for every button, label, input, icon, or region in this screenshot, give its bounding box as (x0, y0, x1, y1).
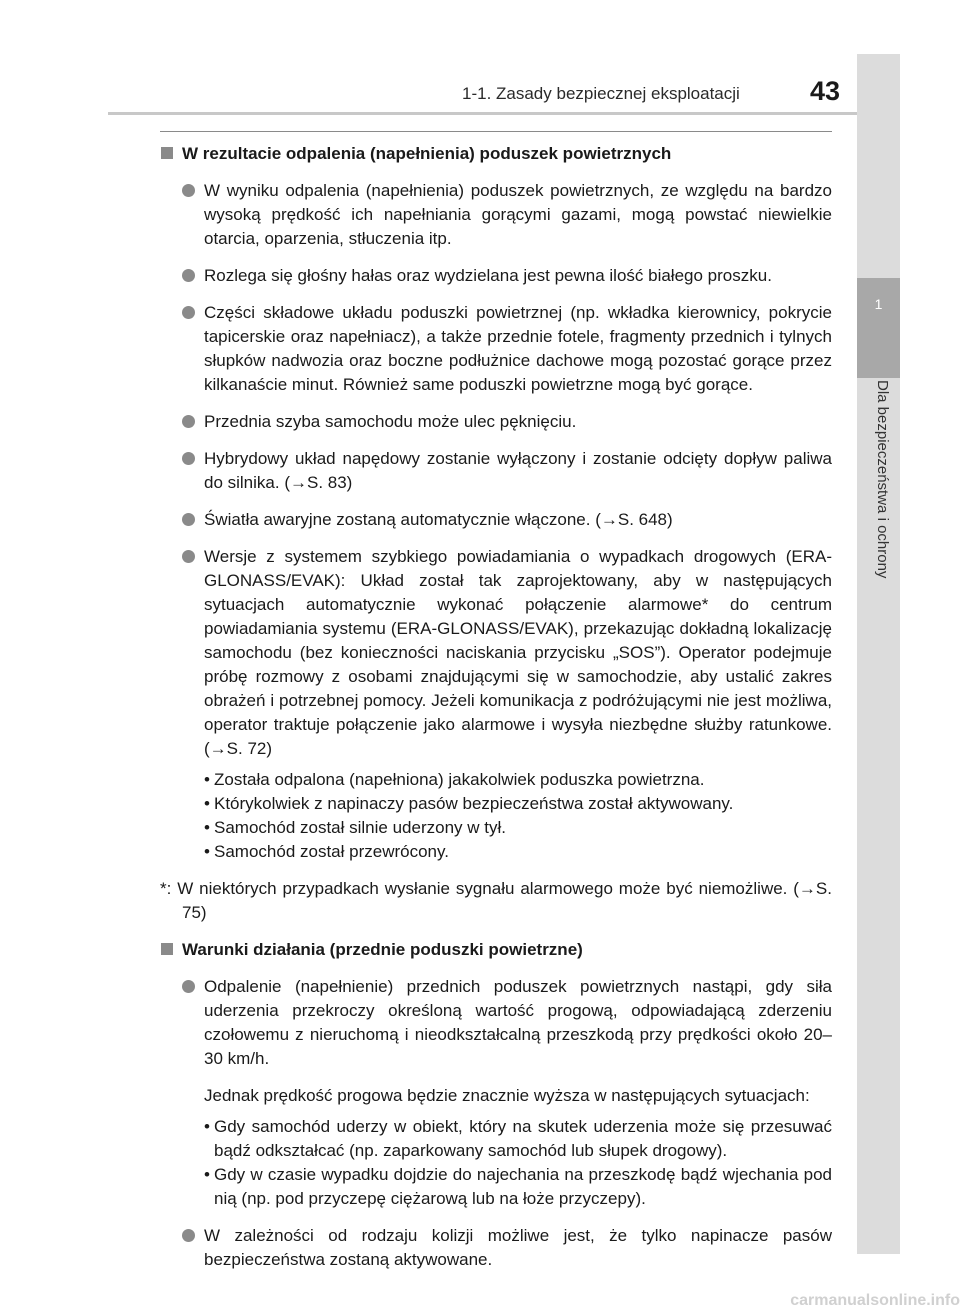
bullet-item: Odpalenie (napełnienie) przednich poduszek powietrznych nastąpi, gdy siła uderzenia przekroczy określoną wartość progową, odpowiadającą zderzeniu czołowemu z nieruchomą i nieodkształcalną przeszkodą przy prędkości około 20–30 km/h. (160, 975, 832, 1071)
side-tab-active (857, 278, 900, 378)
sub-list-item: • Samochód został silnie uderzony w tył. (204, 816, 832, 840)
sub-list-item: • Samochód został przewrócony. (204, 840, 832, 864)
header-rule (108, 112, 900, 115)
page-content (160, 142, 832, 1285)
sub-list-item: • Gdy samochód uderzy w obiekt, który na skutek uderzenia może się przesuwać bądź odkształcać (np. zaparkowany samochód lub słupek drogowy). (204, 1115, 832, 1163)
sub-list (204, 768, 832, 864)
bullet-item: Rozlega się głośny hałas oraz wydzielana jest pewna ilość białego proszku. (160, 264, 832, 288)
running-header: 1-1. Zasady bezpiecznej eksploatacji (462, 84, 740, 103)
side-index-bar (857, 54, 900, 1254)
bullet-item: W wyniku odpalenia (napełnienia) poduszek powietrznych, ze względu na bardzo wysoką prędkość ich napełniania gorącymi gazami, mogą powstać niewielkie otarcia, oparzenia, stłuczenia itp. (160, 179, 832, 251)
footnote: *: W niektórych przypadkach wysłanie sygnału alarmowego może być niemożliwe. (→S. 75) (160, 879, 832, 922)
page-number: 43 (809, 76, 840, 106)
section-heading: W rezultacie odpalenia (napełnienia) poduszek powietrznych (160, 142, 832, 166)
sub-list-item: • Została odpalona (napełniona) jakakolwiek poduszka powietrzna. (204, 768, 832, 792)
paragraph: Jednak prędkość progowa będzie znacznie wyższa w następujących sytuacjach: (204, 1086, 810, 1105)
bullet-item: Wersje z systemem szybkiego powiadamiania o wypadkach drogowych (ERA-GLONASS/EVAK): Układ został tak zaprojektowany, aby w następujących sytuacjach automatycznie wykonać połączenie alarmowe* do centrum powiadamiania systemu (ERA-GLONASS/EVAK), przekazując dokładną lokalizację samochodu (bez konieczności naciskania przycisku „SOS”). Operator podejmuje próbę rozmowy z osobami znajdującymi się w samochodzie, aby ustalić zakres obrażeń i potrzebnej pomocy. Jeżeli komunikacja z podróżującymi nie jest możliwa, operator traktuje połączenie jako alarmowe i wysyła niezbędne służby ratunkowe. (→S. 72) (160, 545, 832, 761)
bullet-item: Hybrydowy układ napędowy zostanie wyłączony i zostanie odcięty dopływ paliwa do silnika. (→S. 83) (160, 447, 832, 495)
side-tab-number: 1 (874, 296, 883, 312)
section-heading: Warunki działania (przednie poduszki powietrzne) (160, 938, 832, 962)
watermark: carmanualsonline.info (790, 1292, 960, 1309)
bullet-item: Przednia szyba samochodu może ulec pęknięciu. (160, 410, 832, 434)
bullet-item: Światła awaryjne zostaną automatycznie włączone. (→S. 648) (160, 508, 832, 532)
content-top-rule (160, 131, 832, 132)
bullet-item: W zależności od rodzaju kolizji możliwe jest, że tylko napinacze pasów bezpieczeństwa zostaną aktywowane. (160, 1224, 832, 1272)
bullet-item: Części składowe układu poduszki powietrznej (np. wkładka kierownicy, pokrycie tapicerskie oraz napełniacz), a także przednie fotele, fragmenty przednich i tylnych słupków nadwozia oraz boczne podłużnice dachowe mogą pozostać gorące przez kilkanaście minut. Również same poduszki powietrzne mogą być gorące. (160, 301, 832, 397)
sub-list (204, 1115, 832, 1211)
side-chapter-label: Dla bezpieczeństwa i ochrony (874, 380, 891, 579)
sub-list-item: • Gdy w czasie wypadku dojdzie do najechania na przeszkodę bądź wjechania pod nią (np. pod przyczepę ciężarową lub na łoże przyczepy). (204, 1163, 832, 1211)
sub-list-item: • Którykolwiek z napinaczy pasów bezpieczeństwa został aktywowany. (204, 792, 832, 816)
